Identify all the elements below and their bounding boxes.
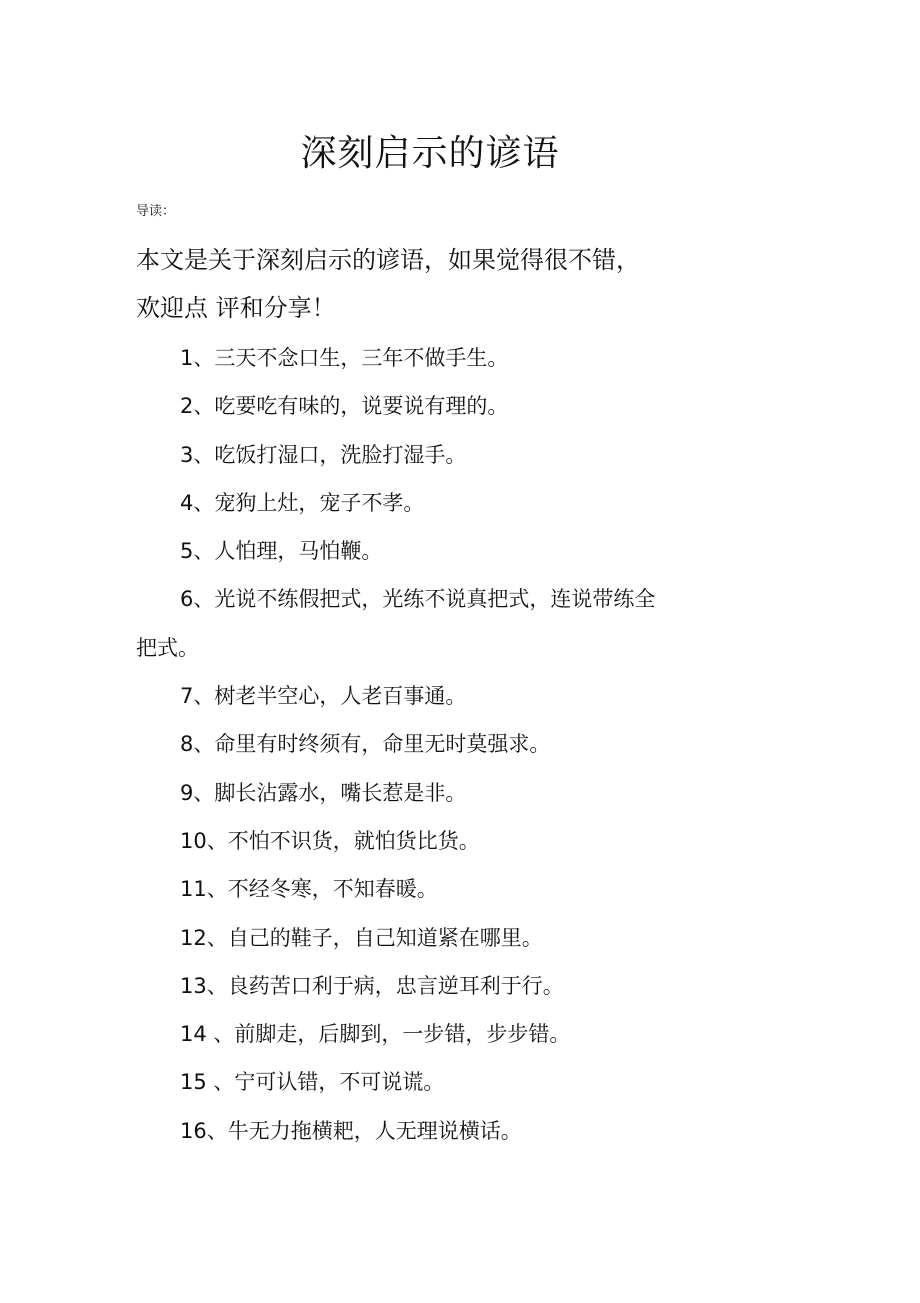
proverb-text: 5、人怕理，马怕鞭。 [180,539,383,564]
proverb-text: 12、自己的鞋子，自己知道紧在哪里。 [180,925,543,950]
proverb-text: 13、良药苦口利于病，忠言逆耳利于行。 [180,973,564,998]
proverb-text: 6、光说不练假把式，光练不说真把式，连说带练全 [180,587,656,612]
proverb-text: 7、树老半空心，人老百事通。 [180,684,467,709]
list-item [136,382,756,430]
list-item [136,672,756,720]
proverb-text: 1、三天不念口生，三年不做手生。 [180,346,509,370]
list-item [136,962,756,1010]
list-item [136,769,756,817]
list-item [136,575,756,672]
proverb-list [136,334,756,1155]
list-item [136,527,756,575]
proverb-text: 4、宠狗上灶，宠子不孝。 [180,490,425,515]
intro-line: 欢迎点 评和分享！ [136,294,336,322]
list-item [136,1107,756,1155]
guide-label: 导读： [136,204,176,219]
list-item [136,334,756,382]
proverb-text: 16、牛无力拖横耙，人无理说横话。 [180,1118,522,1143]
proverb-continuation: 把式。 [136,635,199,660]
proverb-text: 9、脚长沾露水，嘴长惹是非。 [180,780,467,805]
proverb-text: 2、吃要吃有味的，说要说有理的。 [180,394,509,419]
list-item [136,1058,756,1106]
list-item [136,817,756,865]
list-item [136,914,756,962]
proverb-text: 3、吃饭打湿口，洗脸打湿手。 [180,442,467,467]
list-item [136,720,756,768]
proverb-text: 15 、宁可认错，不可说谎。 [180,1070,445,1095]
proverb-text: 10、不怕不识货，就怕货比货。 [180,828,480,853]
document-title: 深刻启示的谚语 [300,133,560,174]
list-item [136,865,756,913]
proverb-text: 14 、前脚走，后脚到，一步错，步步错。 [180,1022,571,1047]
list-item [136,431,756,479]
intro-line: 本文是关于深刻启示的谚语，如果觉得很不错， [136,246,640,274]
list-item [136,479,756,527]
proverb-text: 8、命里有时终须有，命里无时莫强求。 [180,732,551,757]
list-item [136,1010,756,1058]
intro-paragraph [136,236,736,332]
proverb-text: 11、不经冬寒，不知春暖。 [180,877,438,902]
